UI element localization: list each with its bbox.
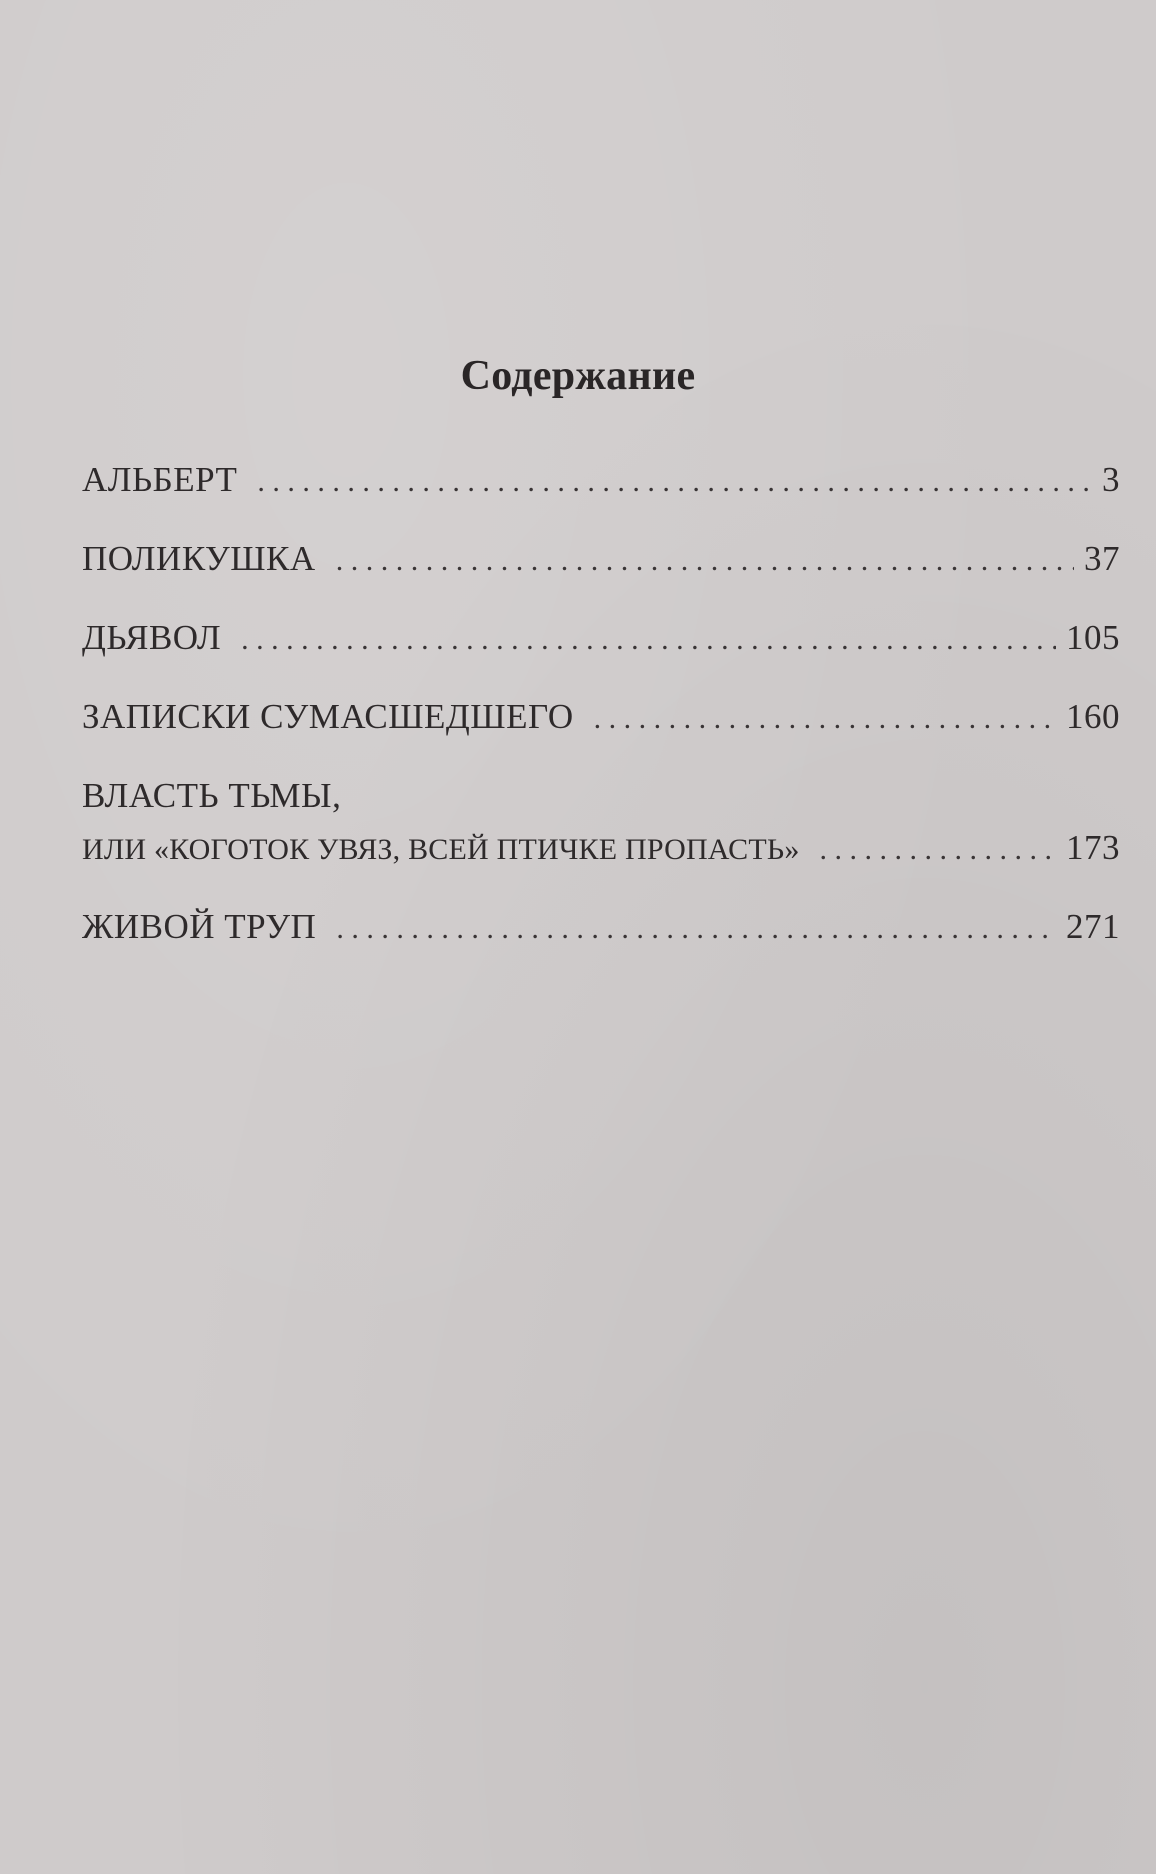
toc-entry-title: ДЬЯВОЛ xyxy=(82,618,222,657)
toc-entry-title: АЛЬБЕРТ xyxy=(82,460,238,499)
toc-entry-title: ЖИВОЙ ТРУП xyxy=(82,907,317,946)
dot-leader xyxy=(336,904,1056,954)
dot-leader xyxy=(820,825,1056,875)
toc-entry-title: ПОЛИКУШКА xyxy=(82,539,316,578)
toc-entry-zhivoy-trup[interactable] xyxy=(82,902,1120,954)
dot-leader xyxy=(257,457,1092,507)
toc-entry-page-number: 173 xyxy=(1066,828,1120,867)
toc-entry-title-line-1: ВЛАСТЬ ТЬМЫ, xyxy=(82,776,342,815)
table-of-contents xyxy=(82,455,1120,954)
toc-entry-page-number: 160 xyxy=(1066,697,1120,736)
toc-entry-title-line-2: ИЛИ «КОГОТОК УВЯЗ, ВСЕЙ ПТИЧКЕ ПРОПАСТЬ» xyxy=(82,833,800,866)
toc-entry-page-number: 105 xyxy=(1066,618,1120,657)
toc-entry-albert[interactable] xyxy=(82,455,1120,507)
toc-entry-page-number: 271 xyxy=(1066,907,1120,946)
dot-leader xyxy=(336,536,1074,586)
toc-entry-dyavol[interactable] xyxy=(82,613,1120,665)
dot-leader xyxy=(594,694,1056,744)
dot-leader xyxy=(241,615,1056,665)
toc-entry-polikushka[interactable] xyxy=(82,534,1120,586)
toc-entry-title: ЗАПИСКИ СУМАСШЕДШЕГО xyxy=(82,697,574,736)
toc-entry-zapiski-sumasshedshego[interactable] xyxy=(82,692,1120,744)
toc-entry-page-number: 3 xyxy=(1102,460,1120,499)
toc-entry-vlast-tmy[interactable] xyxy=(82,771,1120,875)
toc-entry-line-2 xyxy=(82,823,1120,875)
toc-entry-page-number: 37 xyxy=(1084,539,1120,578)
toc-heading: Содержание xyxy=(460,353,696,399)
